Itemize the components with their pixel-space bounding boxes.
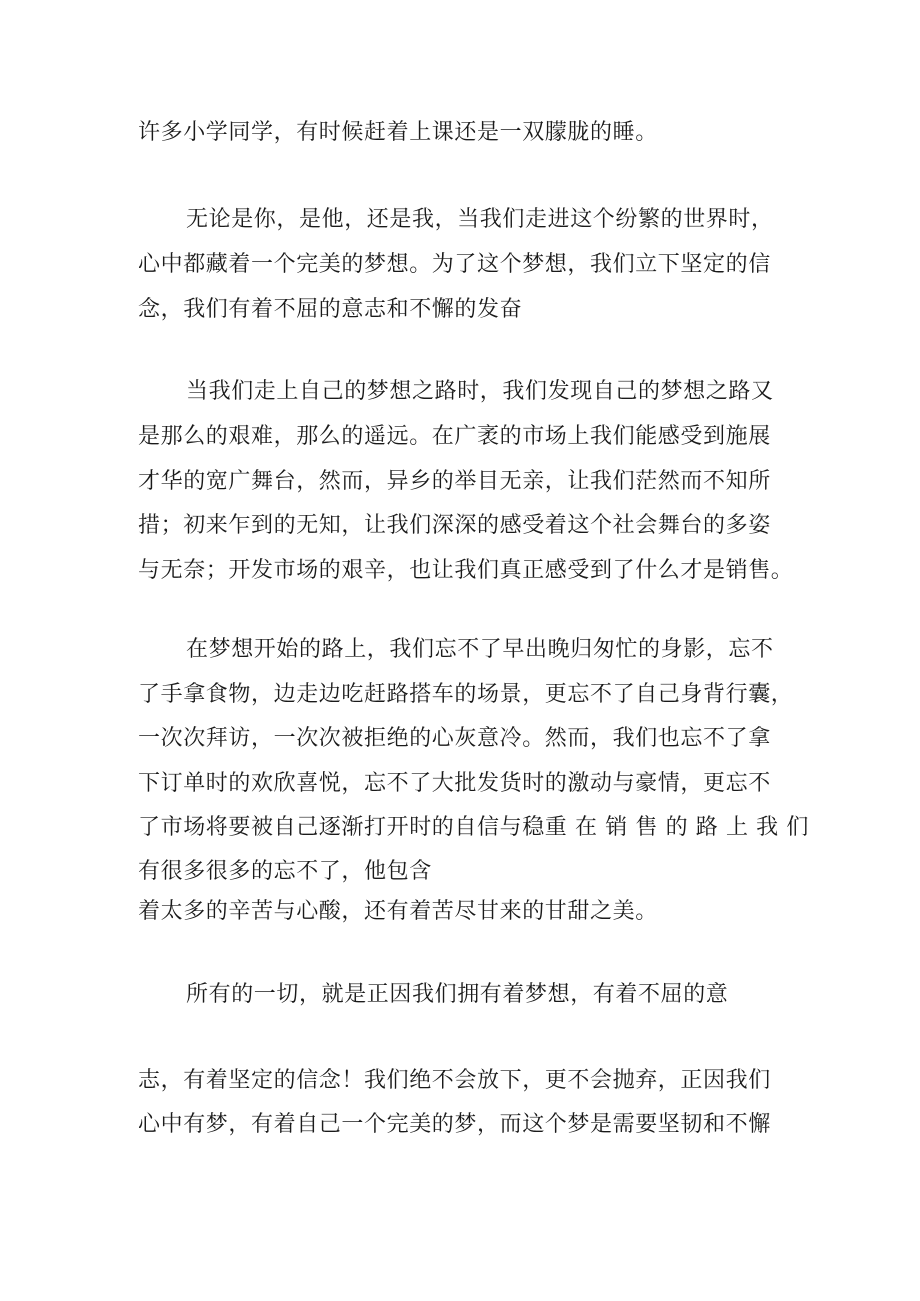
paragraph-first-line: 无论是你，是他，还是我，当我们走进这个纷繁的世界时， <box>186 207 774 232</box>
paragraph-first-line: 在梦想开始的路上，我们忘不了早出晚归匆忙的身影，忘不 <box>186 637 774 662</box>
text-line: 下订单时的欢欣喜悦，忘不了大批发货时的激动与豪情，更忘不 <box>138 771 771 796</box>
text-line: 了手拿食物，边走边吃赶路搭车的场景，更忘不了自己身背行囊， <box>138 682 794 707</box>
text-line: 措；初来乍到的无知，让我们深深的感受着这个社会舞台的多姿 <box>138 513 771 538</box>
text-line: 念，我们有着不屈的意志和不懈的发奋 <box>138 297 523 322</box>
text-line: 心中都藏着一个完美的梦想。为了这个梦想，我们立下坚定的信 <box>138 252 771 277</box>
text-line: 心中有梦，有着自己一个完美的梦，而这个梦是需要坚韧和不懈 <box>138 1112 771 1137</box>
text-line: 了市场将要被自己逐渐打开时的自信与稳重 在 销 售 的 路 上 我 们 <box>138 815 809 840</box>
text-line: 有很多很多的忘不了，他包含 <box>138 859 432 884</box>
text-line: 许多小学同学，有时候赶着上课还是一双朦胧的睡。 <box>138 120 658 145</box>
text-line: 一次次拜访，一次次被拒绝的心灰意冷。然而，我们也忘不了拿 <box>138 726 771 751</box>
text-line: 着太多的辛苦与心酸，还有着苦尽甘来的甘甜之美。 <box>138 899 658 924</box>
text-line: 与无奈；开发市场的艰辛，也让我们真正感受到了什么才是销售。 <box>138 558 794 583</box>
paragraph-first-line: 当我们走上自己的梦想之路时，我们发现自己的梦想之路又 <box>186 379 774 404</box>
text-line: 才华的宽广舞台，然而，异乡的举目无亲，让我们茫然而不知所 <box>138 469 771 494</box>
paragraph-first-line: 所有的一切，就是正因我们拥有着梦想，有着不屈的意 <box>186 982 729 1007</box>
text-line: 志，有着坚定的信念！我们绝不会放下，更不会抛弃，正因我们 <box>138 1068 771 1093</box>
text-line: 是那么的艰难，那么的遥远。在广袤的市场上我们能感受到施展 <box>138 424 771 449</box>
